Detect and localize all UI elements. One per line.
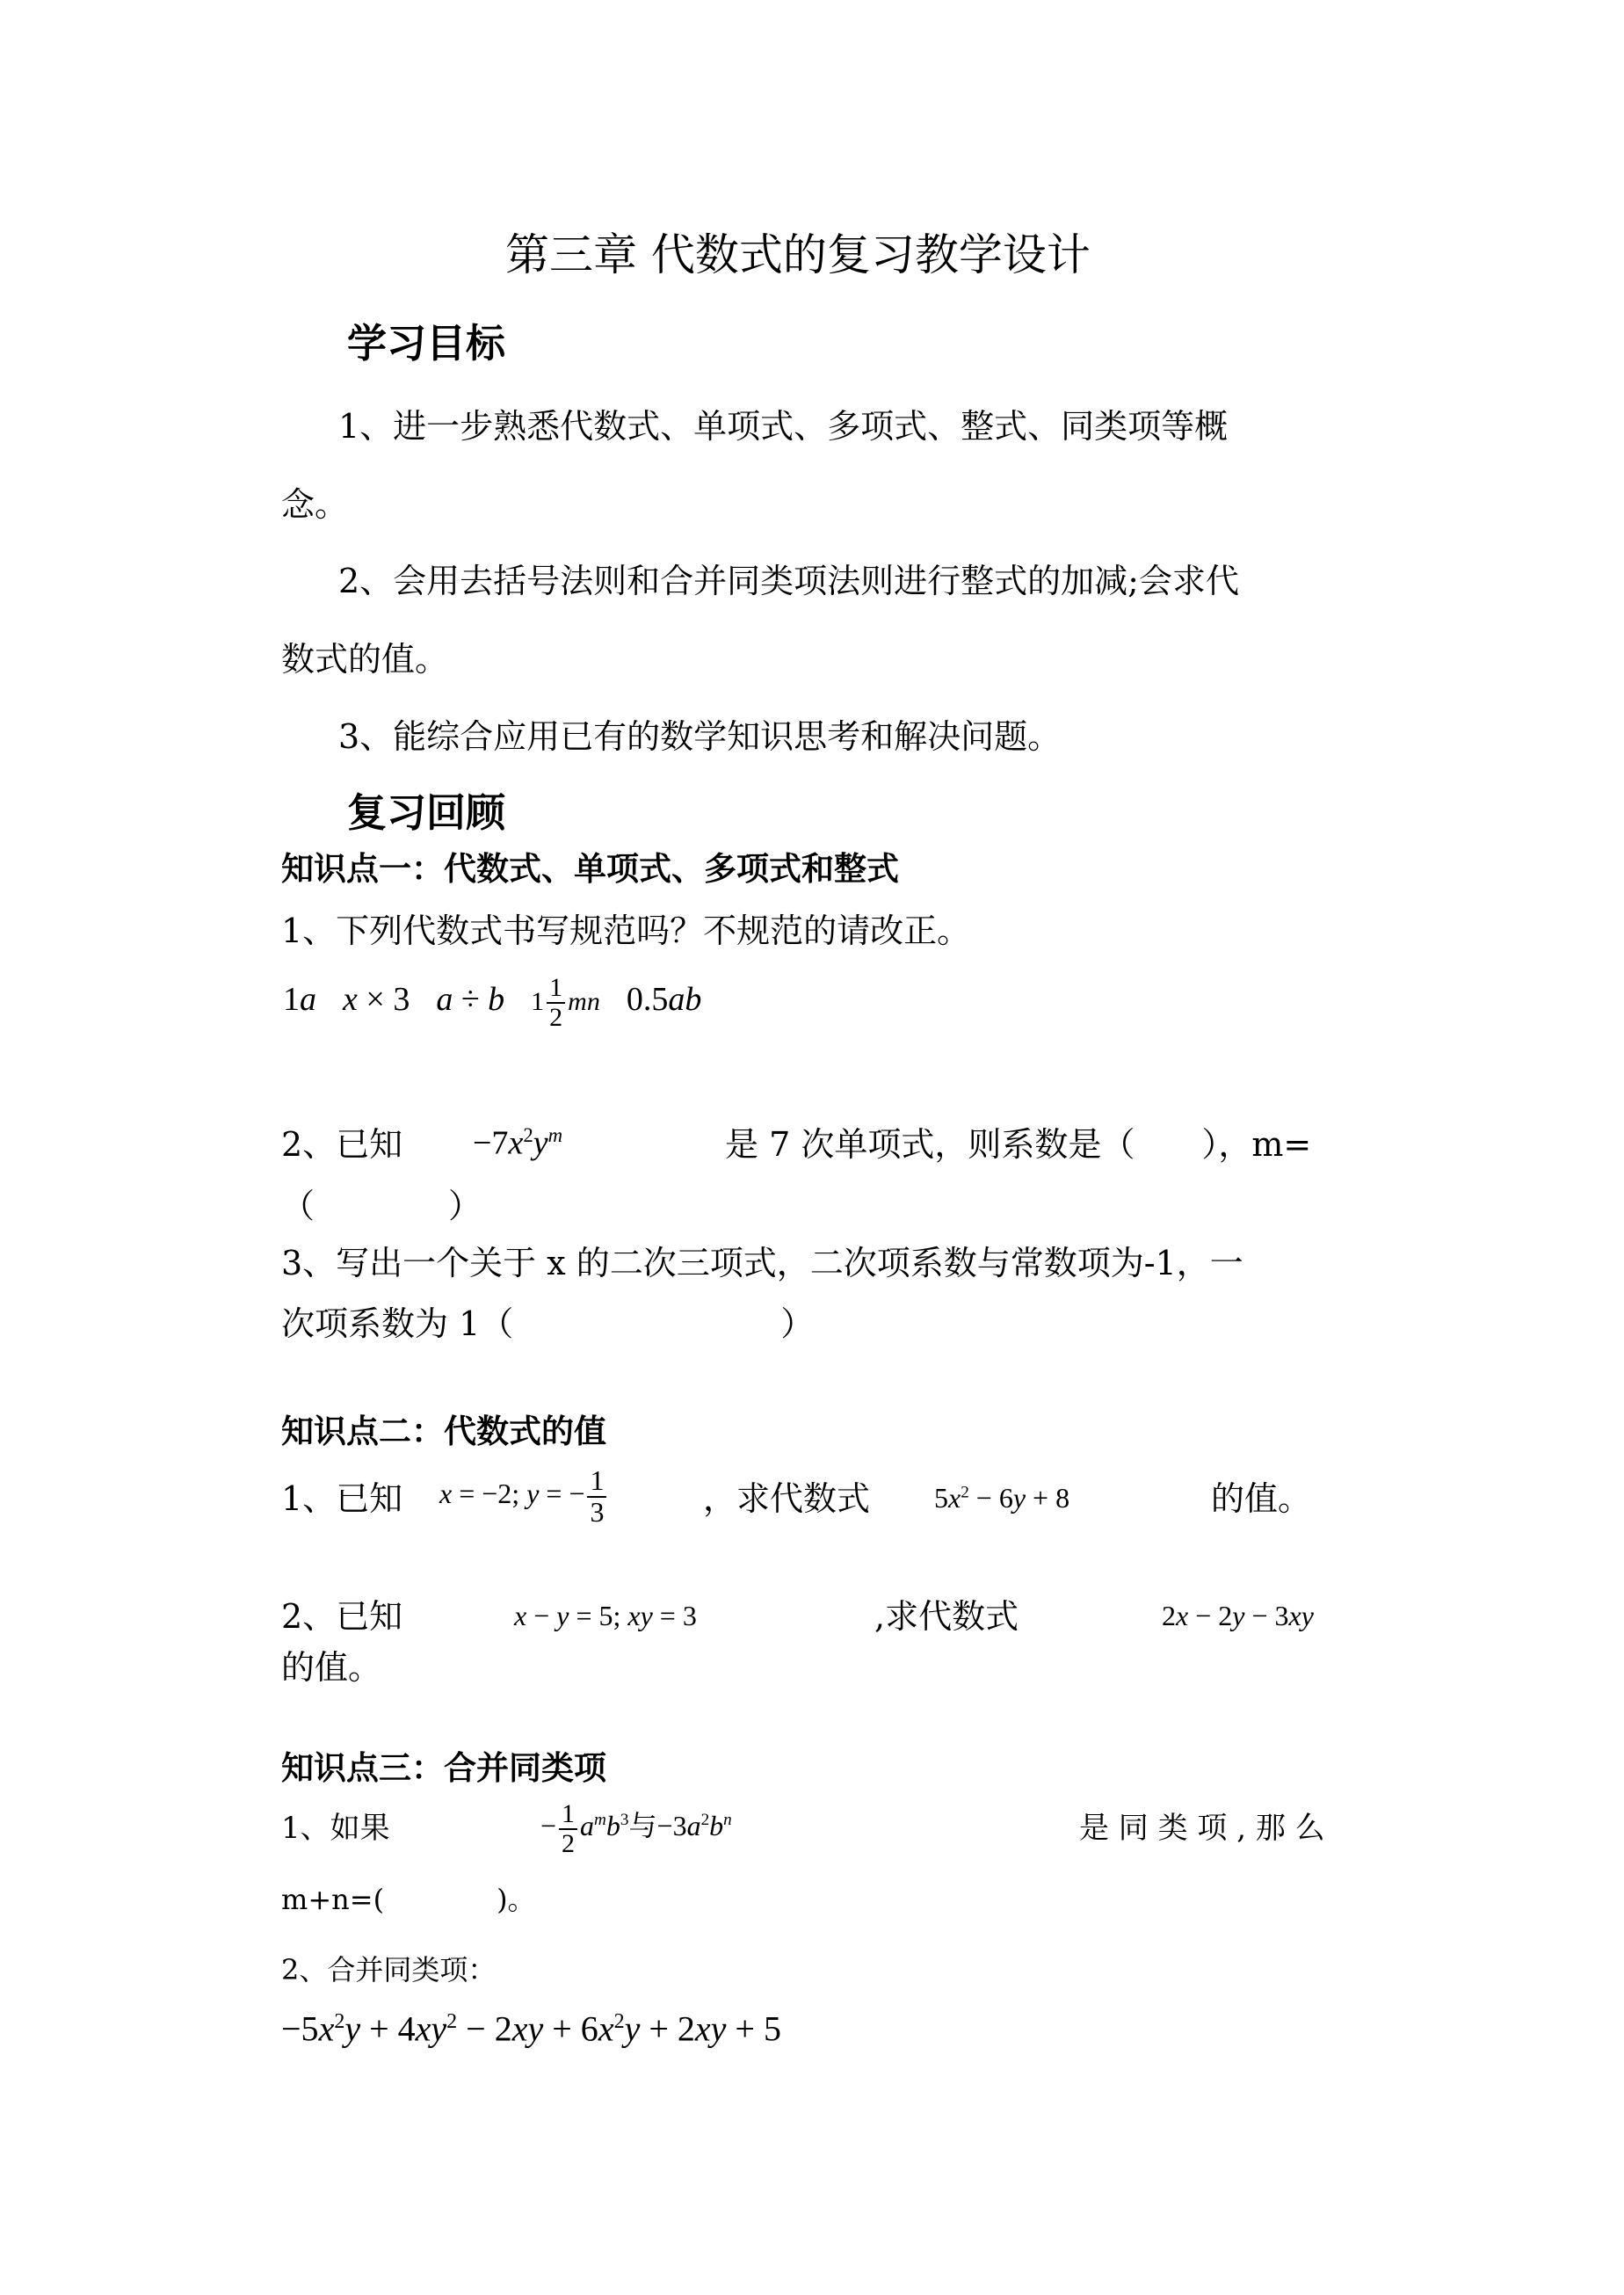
kp2-q1-suffix: 的值。 bbox=[1211, 1479, 1312, 1518]
kp2-heading: 知识点二：代数式的值 bbox=[281, 1413, 606, 1450]
kp3-q1-terms: − $\frac{1}{2}$ $a^mb^3$与$-3a^2b^n$ bbox=[540, 1799, 732, 1858]
page-title: 第三章 代数式的复习教学设计 bbox=[505, 229, 1091, 280]
kp1-q2-text: 是 7 次单项式，则系数是（ ），m= bbox=[725, 1125, 1312, 1164]
kp2-q1-text: ，求代数式 bbox=[703, 1479, 871, 1518]
kp3-q1-blank: m+n=( )。 bbox=[281, 1883, 536, 1916]
kp2-q1-condition: x = −2; y = − $\frac{1}{3}$ bbox=[439, 1466, 609, 1527]
kp2-q2-prefix: 2、已知 bbox=[281, 1597, 403, 1636]
kp1-q1-expressions: 1a x × 3 a ÷ b 1 $\frac{1}{2}$ mn 0.5ab bbox=[283, 973, 702, 1032]
kp2-q2-expression: 2x − 2y − 3xy bbox=[1162, 1600, 1314, 1631]
goal-1-line-2: 念。 bbox=[281, 485, 349, 524]
goal-2-line-1: 2、会用去括号法则和合并同类项法则进行整式的加减;会求代 bbox=[338, 562, 1239, 600]
kp3-q2-expression: $-5x^2y + 4xy^2 - 2xy + 6x^2y + 2xy + 5$ bbox=[281, 2008, 781, 2049]
kp1-q1: 1、下列代数式书写规范吗？不规范的请改正。 bbox=[281, 911, 971, 950]
kp1-heading: 知识点一：代数式、单项式、多项式和整式 bbox=[281, 850, 899, 888]
kp1-q2-blank: （ ） bbox=[281, 1187, 482, 1225]
review-heading: 复习回顾 bbox=[347, 789, 506, 836]
kp3-heading: 知识点三：合并同类项 bbox=[281, 1749, 606, 1787]
kp3-q1-and: 与 bbox=[628, 1809, 657, 1841]
goals-heading: 学习目标 bbox=[347, 320, 506, 367]
kp1-q3-line-1: 3、写出一个关于 x 的二次三项式，二次项系数与常数项为-1，一 bbox=[281, 1244, 1243, 1282]
kp2-q2-suffix: 的值。 bbox=[281, 1648, 382, 1687]
kp2-q1-expression: $5x^2 - 6y + 8$ bbox=[934, 1482, 1070, 1514]
kp3-q1-text: 是 同 类 项 , 那 么 bbox=[1079, 1811, 1325, 1846]
kp2-q2-text: ,求代数式 bbox=[874, 1597, 1019, 1636]
kp3-q1-prefix: 1、如果 bbox=[281, 1811, 390, 1846]
kp2-q2-condition: x − y = 5; xy = 3 bbox=[514, 1600, 697, 1631]
kp2-q1-prefix: 1、已知 bbox=[281, 1479, 403, 1518]
goal-3: 3、能综合应用已有的数学知识思考和解决问题。 bbox=[338, 717, 1062, 756]
kp1-q2-monomial: $-7x^2y^m$ bbox=[473, 1124, 563, 1162]
kp1-q3-line-2: 次项系数为 1（ ） bbox=[281, 1304, 815, 1343]
kp3-q2: 2、合并同类项： bbox=[281, 1953, 497, 1986]
goal-1-line-1: 1、进一步熟悉代数式、单项式、多项式、整式、同类项等概 bbox=[338, 407, 1229, 446]
kp1-q2-prefix: 2、已知 bbox=[281, 1125, 403, 1164]
goal-2-line-2: 数式的值。 bbox=[281, 640, 449, 679]
